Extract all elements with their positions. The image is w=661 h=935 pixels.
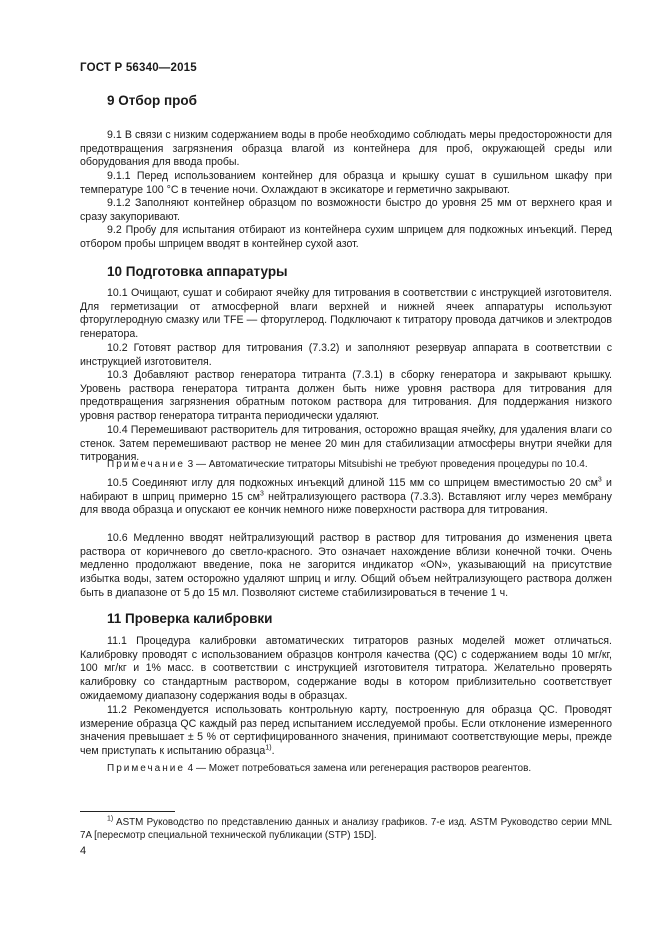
paragraph-11-2-part-a: 11.2 Рекомендуется использовать контрольную карту, построенную для образца QC. Проводят измерение образца QC каждый раз перед испытанием исследуемой пробы. Если отклонение измеренного значения превышает ± 5 % от сертифицированного значения, принимают соответствующие меры, прежде чем приступать к испытанию образца [80,704,612,758]
section-10-title: 10 Подготовка аппаратуры [107,264,288,279]
superscript-cube-1: 3 [597,476,602,484]
section-9-title: 9 Отбор проб [107,93,197,108]
paragraph-9-2: 9.2 Пробу для испытания отбирают из контейнера сухим шприцем для подкожных инъекций. Перед отбором пробы шприцем вводят в контейнер сухой азот. [80,224,612,250]
paragraph-10-2: 10.2 Готовят раствор для титрования (7.3.2) и заполняют резервуар аппарата в соответствии с инструкцией изготовителя. [80,342,612,368]
footnote-text: ASTM Руководство по представлению данных и анализу графиков. 7-е изд. ASTM Руководство серии MNL 7A [пересмотр специальной технической публикации (STP) 15D]. [80,817,612,841]
footnote-reference: 1) [265,744,272,752]
paragraph-10-6: 10.6 Медленно вводят нейтрализующий раствор в раствор для титрования до изменения цвета раствора от коричневого до светло-красного. Это означает нахождение вблизи конечной точки. Очень медленно продолжают введение, пока не загорится индикатор «ON», указывающий на присутствие избытка воды, затем осторожно удаляют шприц и иглу. Общий объем нейтрализующего раствора должен быть в диапазоне от 5 до 15 мл. Позволяют системе стабилизироваться в течение 1 ч. [80,532,612,599]
footnote-divider [80,811,175,812]
section-11-title: 11 Проверка калибровки [107,611,273,626]
paragraph-9-1: 9.1 В связи с низким содержанием воды в пробе необходимо соблюдать меры предосторожности для предотвращения загрязнения образца влагой из контейнера для проб, окружающей среды или оборудования для ввода пробы. [80,129,612,169]
paragraph-10-5 [80,477,612,518]
note-3 [80,458,612,471]
footnote-mark: 1) [107,815,114,823]
paragraph-9-1-2: 9.1.2 Заполняют контейнер образцом по возможности быстро до уровня 25 мм от верхнего края и сразу закупоривают. [80,197,612,223]
paragraph-11-1: 11.1 Процедура калибровки автоматических титраторов разных моделей может отличаться. Калибровку проводят с использованием образцов контроля качества (QC) с содержанием воды 10 мг/кг, 100 мг/кг и 1% масс. в соответствии с инструкцией изготовителя титратора. Желательно проверять калибровку со стандартным раствором, содержание воды в котором приблизительно соответствует ожидаемому диапазону содержания воды в образцах. [80,635,612,702]
paragraph-9-1-1: 9.1.1 Перед использованием контейнер для образца и крышку сушат в сушильном шкафу при температуре 100 °С в течение ночи. Охлаждают в эксикаторе и герметично закрывают. [80,170,612,196]
paragraph-10-4: 10.4 Перемешивают растворитель для титрования, осторожно вращая ячейку, для удаления влаги со стенок. Затем перемешивают раствор не менее 20 мин для стабилизации атмосферы внутри ячейки для титрования. [80,424,612,464]
paragraph-11-2 [80,704,612,759]
superscript-cube-2: 3 [259,490,264,498]
paragraph-10-5-part-b: и набирают в шприц примерно 15 см [80,477,612,503]
paragraph-11-2-part-b: . [271,745,275,758]
note-3-label: Примечание [107,459,185,470]
note-4-label: Примечание [107,763,185,774]
footnote [80,816,612,842]
note-4 [80,762,612,775]
note-3-text: 3 — Автоматические титраторы Mitsubishi не требуют проведения процедуры по 10.4. [187,459,588,470]
paragraph-10-5-part-c: нейтрализующего раствора (7.3.3). Вставляют иглу через мембрану для ввода образца и опускают ее кончик немного ниже поверхности раствора для титрования. [80,490,612,517]
paragraph-10-3: 10.3 Добавляют раствор генератора титранта (7.3.1) в сборку генератора и закрывают крышку. Уровень раствора генератора титранта должен быть ниже уровня раствора для титрования для предотвращения загрязнения обратным потоком раствора для титрования. Для поддержания низкого уровня раствор генератора титранта периодически удаляют. [80,369,612,423]
note-4-text: 4 — Может потребоваться замена или регенерация растворов реагентов. [187,763,532,774]
document-header: ГОСТ Р 56340—2015 [80,62,197,74]
paragraph-10-1: 10.1 Очищают, сушат и собирают ячейку для титрования в соответствии с инструкцией изготовителя. Для герметизации от атмосферной влаги верхней и нижней ячеек аппаратуры используют фторуглеродную смазку или TFE — фторуглерод. Подключают к титратору провода датчиков и электродов генератора. [80,287,612,341]
page-number: 4 [80,845,87,857]
paragraph-10-5-part-a: 10.5 Соединяют иглу для подкожных инъекций длиной 115 мм со шприцем вместимостью 20 см [107,477,598,489]
